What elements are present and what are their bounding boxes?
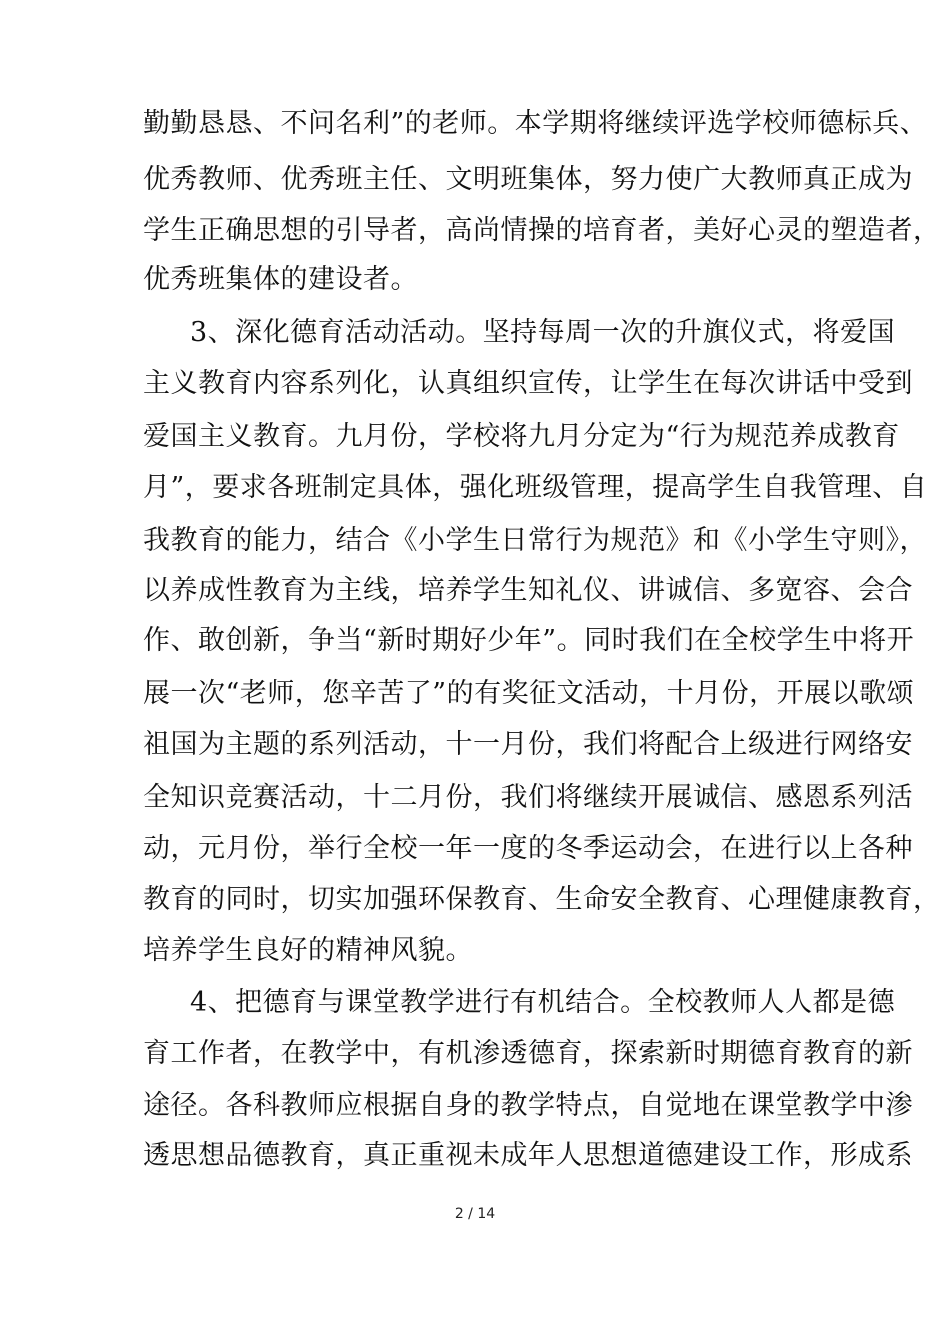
text-line: 优秀教师、优秀班主任、文明班集体，努力使广大教师真正成为 (143, 164, 913, 195)
text-line: 优秀班集体的建设者。 (143, 264, 418, 295)
text-line: 育工作者，在教学中，有机渗透德育，探索新时期德育教育的新 (143, 1038, 913, 1069)
text-line: 祖国为主题的系列活动，十一月份，我们将配合上级进行网络安 (143, 729, 913, 760)
text-line: 勤勤恳恳、不问名利”的老师。本学期将继续评选学校师德标兵、 (143, 108, 928, 139)
text-line: 培养学生良好的精神风貌。 (143, 935, 473, 966)
text-line: 动，元月份，举行全校一年一度的冬季运动会，在进行以上各种 (143, 833, 913, 864)
text-line: 全知识竞赛活动，十二月份，我们将继续开展诚信、感恩系列活 (143, 782, 913, 813)
paragraph-4-first-line: 4、把德育与课堂教学进行有机结合。全校教师人人都是德 (190, 987, 896, 1018)
page-number: 2 / 14 (454, 1206, 496, 1222)
text-line: 我教育的能力，结合《小学生日常行为规范》和《小学生守则》， (143, 525, 927, 556)
text-line: 以养成性教育为主线，培养学生知礼仪、讲诚信、多宽容、会合 (143, 575, 913, 606)
text-line: 透思想品德教育，真正重视未成年人思想道德建设工作，形成系 (143, 1140, 913, 1171)
text-line: 爱国主义教育。九月份，学校将九月分定为“行为规范养成教育 (143, 421, 900, 452)
text-line: 教育的同时，切实加强环保教育、生命安全教育、心理健康教育， (143, 884, 941, 915)
text-line: 主义教育内容系列化，认真组织宣传，让学生在每次讲话中受到 (143, 368, 913, 399)
paragraph-3-first-line: 3、深化德育活动活动。坚持每周一次的升旗仪式，将爱国 (190, 317, 896, 348)
text-line: 途径。各科教师应根据自身的教学特点，自觉地在课堂教学中渗 (143, 1090, 913, 1121)
text-line: 学生正确思想的引导者，高尚情操的培育者，美好心灵的塑造者， (143, 215, 941, 246)
text-line: 作、敢创新，争当“新时期好少年”。同时我们在全校学生中将开 (143, 625, 915, 656)
text-line: 月”，要求各班制定具体，强化班级管理，提高学生自我管理、自 (143, 472, 928, 503)
text-line: 展一次“老师，您辛苦了”的有奖征文活动，十月份，开展以歌颂 (143, 678, 915, 709)
